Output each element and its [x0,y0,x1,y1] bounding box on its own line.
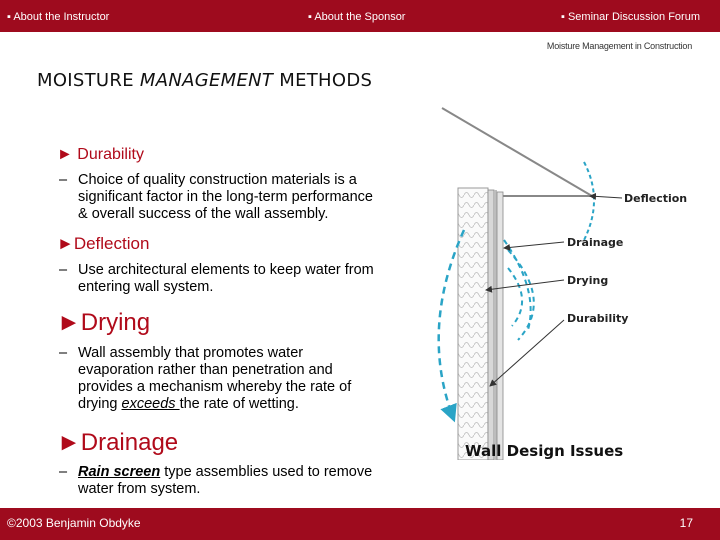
drying-exceeds-emphasis: exceeds [121,396,180,412]
title-part-3: METHODS [273,70,373,91]
label-deflection: Deflection [624,192,688,205]
cladding-layer [497,192,503,460]
heading-drying: ►Drying [57,309,151,336]
deflection-line-2: entering wall system. [78,279,214,295]
insulation-layer [458,188,488,460]
nav-seminar-forum[interactable]: ▪ Seminar Discussion Forum [561,11,700,23]
heading-drainage: ►Drainage [57,429,179,456]
label-drainage: Drainage [567,236,624,249]
wrap-layer [494,190,497,460]
durability-line-3: & overall success of the wall assembly. [78,206,329,222]
dash: – [59,262,68,278]
deflection-line-1: Use architectural elements to keep water from [78,262,374,278]
label-durability: Durability [567,312,629,325]
slide-title [37,70,372,91]
drainage-line-1-post: type assemblies used to remove [160,464,373,480]
rain-screen-emphasis: Rain screen [78,464,161,480]
drainage-line-1 [78,464,372,481]
drying-path [508,268,522,326]
durability-line-1: Choice of quality construction materials is a [78,172,357,188]
dash: – [59,172,68,188]
deflection-arc [584,162,594,240]
heading-deflection: ►Deflection [57,234,150,253]
page-number: 17 [679,516,693,530]
drainage-line-2: water from system. [78,481,201,497]
wall-design-diagram [424,100,720,460]
sheathing-layer [488,190,494,460]
dash: – [59,345,68,361]
drying-line-4-post: the rate of wetting. [179,396,299,412]
slide-subtitle: Moisture Management in Construction [546,41,692,51]
nav-about-sponsor[interactable]: ▪ About the Sponsor [308,11,406,23]
leader-drainage [504,242,564,248]
copyright-text: ©2003 Benjamin Obdyke [7,516,141,530]
drying-line-1: Wall assembly that promotes water [78,345,304,361]
diagram-caption: Wall Design Issues [465,442,624,460]
drying-line-3: provides a mechanism whereby the rate of [78,379,352,395]
durability-line-2: significant factor in the long-term performance [78,189,373,205]
nav-about-instructor[interactable]: ▪ About the Instructor [7,11,110,23]
drying-line-4 [78,396,299,413]
label-drying: Drying [567,274,609,287]
title-part-2: MANAGEMENT [139,70,274,91]
drying-line-4-pre: drying [78,396,122,412]
title-part-1: MOISTURE [37,70,140,91]
roof-overhang [442,108,592,196]
dash: – [59,464,68,480]
heading-durability: ► Durability [57,146,144,163]
drying-line-2: evaporation rather than penetration and [78,362,333,378]
